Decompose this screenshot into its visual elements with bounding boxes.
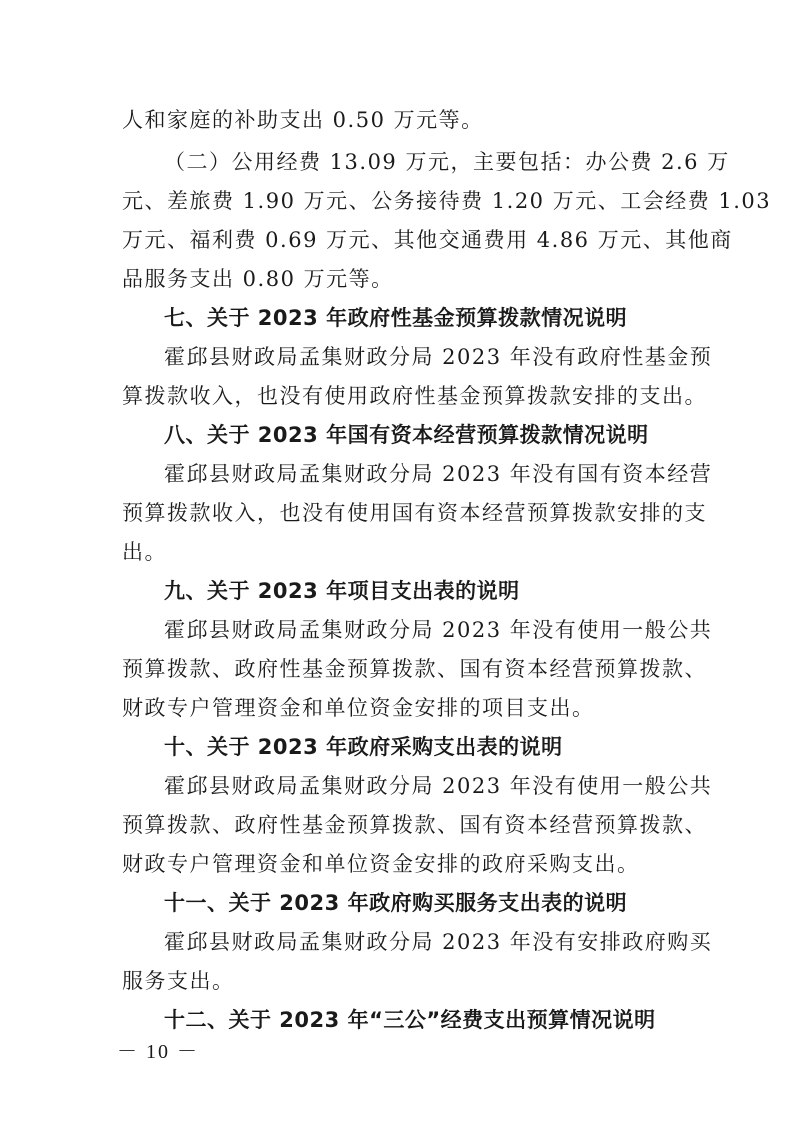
paragraph-line: 服务支出。 (122, 969, 235, 993)
paragraph-line: 预算拨款、政府性基金预算拨款、国有资本经营预算拨款、 (122, 657, 707, 681)
paragraph-line: 预算拨款收入，也没有使用国有资本经营预算拨款安排的支 (122, 501, 707, 525)
paragraph-line: 出。 (122, 540, 167, 564)
paragraph-line: 霍邱县财政局孟集财政分局 2023 年没有使用一般公共 (164, 618, 713, 642)
section-heading: 七、关于 2023 年政府性基金预算拨款情况说明 (164, 306, 628, 330)
paragraph-line: 财政专户管理资金和单位资金安排的政府采购支出。 (122, 852, 640, 876)
section-heading: 八、关于 2023 年国有资本经营预算拨款情况说明 (164, 423, 649, 447)
paragraph-line: （二）公用经费 13.09 万元，主要包括：办公费 2.6 万 (164, 150, 730, 174)
section-heading: 十、关于 2023 年政府采购支出表的说明 (164, 735, 563, 759)
page-number: － 10 － (117, 1041, 199, 1063)
section-heading: 十二、关于 2023 年“三公”经费支出预算情况说明 (164, 1008, 656, 1032)
paragraph-line: 万元、福利费 0.69 万元、其他交通费用 4.86 万元、其他商 (122, 228, 733, 252)
paragraph-line: 元、差旅费 1.90 万元、公务接待费 1.20 万元、工会经费 1.03 (122, 189, 772, 213)
section-heading: 十一、关于 2023 年政府购买服务支出表的说明 (164, 891, 628, 915)
paragraph-line: 预算拨款、政府性基金预算拨款、国有资本经营预算拨款、 (122, 813, 707, 837)
paragraph-line: 财政专户管理资金和单位资金安排的项目支出。 (122, 696, 595, 720)
paragraph-line: 霍邱县财政局孟集财政分局 2023 年没有政府性基金预 (164, 345, 713, 369)
paragraph-line: 算拨款收入，也没有使用政府性基金预算拨款安排的支出。 (122, 384, 707, 408)
paragraph-line: 品服务支出 0.80 万元等。 (122, 267, 394, 291)
section-heading: 九、关于 2023 年项目支出表的说明 (164, 579, 520, 603)
paragraph-line: 人和家庭的补助支出 0.50 万元等。 (122, 108, 484, 132)
paragraph-line: 霍邱县财政局孟集财政分局 2023 年没有使用一般公共 (164, 774, 713, 798)
paragraph-line: 霍邱县财政局孟集财政分局 2023 年没有国有资本经营 (164, 462, 713, 486)
paragraph-line: 霍邱县财政局孟集财政分局 2023 年没有安排政府购买 (164, 930, 713, 954)
